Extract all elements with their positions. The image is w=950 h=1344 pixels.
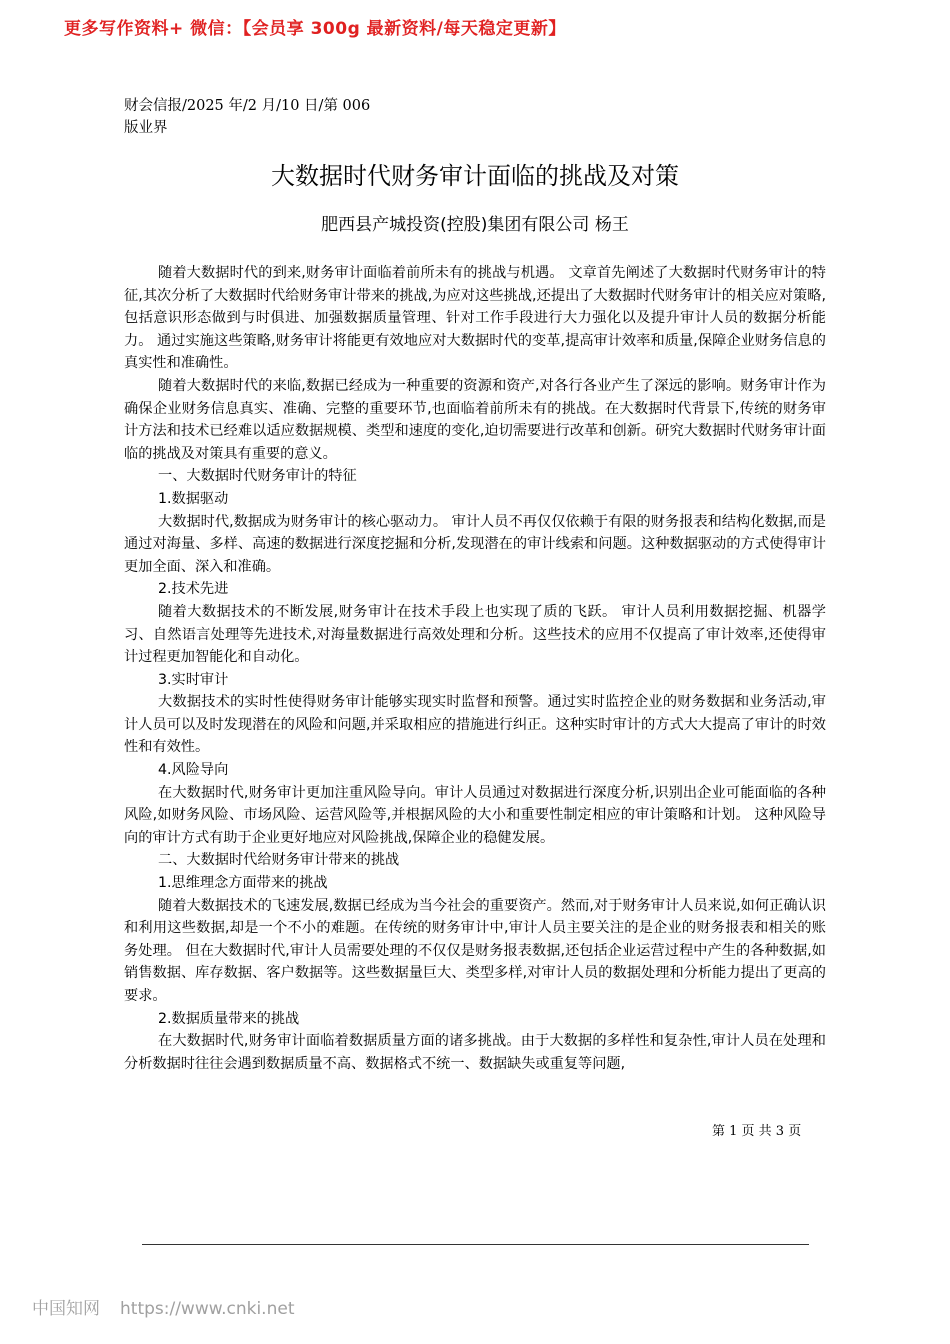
- watermark-brand: 中国知网: [32, 1299, 100, 1319]
- paragraph: 随着大数据技术的不断发展,财务审计在技术手段上也实现了质的飞跃。 审计人员利用数据挖掘、机器学习、自然语言处理等先进技术,对海量数据进行高效处理和分析。这些技术的应用不仅提高了审计效率,还使得审计过程更加智能化和自动化。: [124, 603, 826, 666]
- source-line-1: 财会信报/2025 年/2 月/10 日/第 006: [124, 98, 371, 114]
- paragraph: 随着大数据技术的飞速发展,数据已经成为当今社会的重要资产。然而,对于财务审计人员来说,如何正确认识和利用这些数据,却是一个不小的难题。在传统的财务审计中,审计人员主要关注的是企业的财务报表和相关的账务处理。 但在大数据时代,审计人员需要处理的不仅仅是财务报表数据,还包括企业运营过程中产生的各种数据,如销售数据、库存数据、客户数据等。这些数据量巨大、类型多样,对审计人员的数据处理和分析能力提出了更高的要求。: [124, 897, 826, 1004]
- page-number: 第 1 页 共 3 页: [712, 1124, 802, 1139]
- article-body: [124, 262, 826, 1075]
- paragraph: 在大数据时代,财务审计面临着数据质量方面的诸多挑战。由于大数据的多样性和复杂性,审计人员在处理和分析数据时往往会遇到数据质量不高、数据格式不统一、数据缺失或重复等问题,: [124, 1033, 826, 1072]
- watermark-url: https://www.cnki.net: [120, 1299, 295, 1319]
- source-line-2: 版业界: [124, 120, 168, 136]
- paragraph: 随着大数据时代的到来,财务审计面临着前所未有的挑战与机遇。 文章首先阐述了大数据时代财务审计的特征,其次分析了大数据时代给财务审计带来的挑战,为应对这些挑战,还提出了大数据时代财务审计的相关应对策略,包括意识形态做到与时俱进、加强数据质量管理、针对工作手段进行大力强化以及提升审计人员的数据分析能力。 通过实施这些策略,财务审计将能更有效地应对大数据时代的变革,提高审计效率和质量,保障企业财务信息的真实性和准确性。: [124, 265, 826, 372]
- subsection-heading: 2.技术先进: [158, 581, 229, 598]
- footer-divider: [142, 1244, 809, 1245]
- subsection-heading: 1.数据驱动: [158, 490, 229, 507]
- paragraph: 随着大数据时代的来临,数据已经成为一种重要的资源和资产,对各行各业产生了深远的影响。财务审计作为确保企业财务信息真实、准确、完整的重要环节,也面临着前所未有的挑战。在大数据时代背景下,传统的财务审计方法和技术已经难以适应数据规模、类型和速度的变化,迫切需要进行改革和创新。研究大数据时代财务审计面临的挑战及对策具有重要的意义。: [124, 377, 826, 462]
- subsection-heading: 1.思维理念方面带来的挑战: [158, 875, 328, 892]
- promo-banner[interactable]: 更多写作资料+ 微信：【会员享 300g 最新资料/每天稳定更新】: [64, 19, 566, 39]
- article-title: 大数据时代财务审计面临的挑战及对策: [271, 162, 679, 190]
- section-heading: 一、大数据时代财务审计的特征: [158, 468, 357, 485]
- paragraph: 大数据时代,数据成为财务审计的核心驱动力。 审计人员不再仅仅依赖于有限的财务报表和结构化数据,而是通过对海量、多样、高速的数据进行深度挖掘和分析,发现潜在的审计线索和问题。这种数据驱动的方式使得审计更加全面、深入和准确。: [124, 513, 826, 575]
- source-info: [124, 95, 370, 139]
- subsection-heading: 2.数据质量带来的挑战: [158, 1010, 300, 1027]
- subsection-heading: 4.风险导向: [158, 762, 229, 779]
- article-author: 肥西县产城投资(控股)集团有限公司 杨王: [321, 215, 629, 235]
- paragraph: 在大数据时代,财务审计更加注重风险导向。审计人员通过对数据进行深度分析,识别出企业可能面临的各种风险,如财务风险、市场风险、运营风险等,并根据风险的大小和重要性制定相应的审计策略和计划。 这种风险导向的审计方式有助于企业更好地应对风险挑战,保障企业的稳健发展。: [124, 784, 826, 846]
- section-heading: 二、大数据时代给财务审计带来的挑战: [158, 852, 400, 869]
- subsection-heading: 3.实时审计: [158, 671, 229, 688]
- paragraph: 大数据技术的实时性使得财务审计能够实现实时监督和预警。通过实时监控企业的财务数据和业务活动,审计人员可以及时发现潜在的风险和问题,并采取相应的措施进行纠正。这种实时审计的方式大大提高了审计的时效性和有效性。: [124, 694, 826, 756]
- cnki-watermark: [32, 1294, 294, 1319]
